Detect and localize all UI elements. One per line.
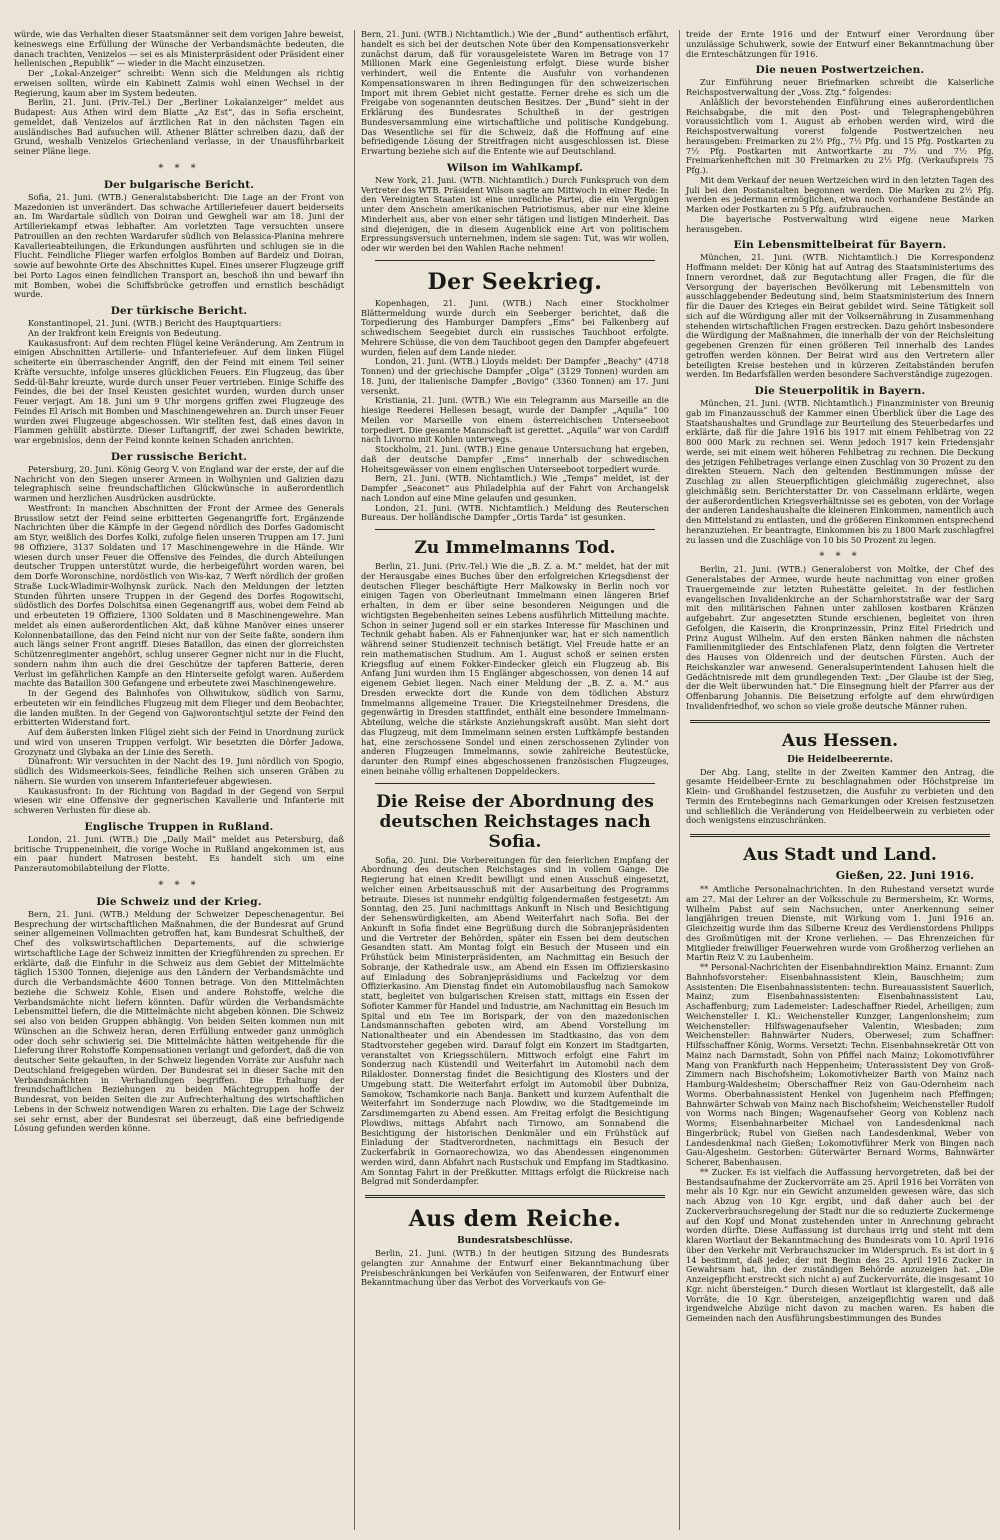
paragraph: treide der Ernte 1916 und der Entwurf einer Verordnung über unzulässige Schuhwerk, sowie der Entwurf einer Bekanntmachung über die Ernteschätzungen für 1916.: [686, 30, 994, 59]
paragraph: Kristiania, 21. Juni. (WTB.) Wie ein Telegramm aus Marseille an die hiesige Reederei Hellesen besagt, wurde der Dampfer „Aquila“ 100 Meilen vor Marseille von einem österreichischen Unterseeboot torpediert. Die gesamte Mannschaft ist gerettet. „Aquila“ war von Cardiff nach Livorno mit Kohlen unterwegs.: [361, 395, 669, 445]
paragraph: Bern, 21. Juni. (WTB. Nichtamtlich.) Wie „Temps“ meldet, ist der Dampfer „Seaconet“ aus Philadelphia auf der Fahrt von Archangelsk nach London auf eine Mine gelaufen und gesunken.: [361, 473, 669, 503]
paragraph: Anläßlich der bevorstehenden Einführung eines außerordentlichen Reichsabgabe, die mit den Post- und Telegraphengebühren voraussichtlich vom 1. August ab erhoben werden wird, wird die Reichspostverwaltung vorerst folgende Postwertzeichen neu herausgeben: Freimarken zu 2½ Pfg., 7½ Pfg. und 15 Pfg. Postkarten zu 7½ Pfg. Postkarten mit Antwortkarte zu 7½ und 7½ Pfg. Freimarkenheftchen mit 30 Freimarken zu 2½ Pfg. (Verkaufspreis 75 Pfg.).: [686, 96, 994, 175]
section-separator: * * *: [819, 551, 861, 563]
divider: [375, 529, 655, 530]
section-heading: Die Steuerpolitik in Bayern.: [754, 385, 926, 397]
paragraph: Sofia, 21. Juni. (WTB.) Generalstabsbericht: Die Lage an der Front von Mazedonien ist unverändert. Das schwache Artilleriefeuer dauert beiderseits an. Im Wardartale südlich von Doiran und Gewgheli war am 18. Juni der Artilleriekampf etwas lebhafter. Am vorletzten Tage versuchten unsere Patrouillen an den rechten Wardarufer südlich von Belassica-Planina mehrere Kavallerieabteilungen, die Erkundungen ausführten und schlugen sie in die Flucht. Feindliche Flieger warfen erfolglos Bomben auf Bardeiz und Doiran, sowie auf bewohnte Orte des Abschnittes Kupel. Eines unserer Flugzeuge griff bei Porto Lagos einen feindlichen Transport an, beschoß ihn und bewarf ihn mit Bomben, wobei die Schiffsbrücke getroffen und ernstlich beschädigt wurde.: [14, 191, 344, 300]
paragraph: London, 21. Juni. (WTB.) Die „Daily Mail“ meldet aus Petersburg, daß britische Truppeneinheit, die vorige Woche in Rußland angekommen ist, aus ein paar hundert Matrosen besteht. Es handelt sich um eine Panzerautomobilabteilung der Flotte.: [14, 833, 344, 873]
paragraph: Berlin, 21. Juni. (WTB.) In der heutigen Sitzung des Bundesrats gelangten zur Annahme der Entwurf einer Bekanntmachung über Preisbeschränkungen bei Verkäufen von Seifenwaren, der Entwurf einer Bekanntmachung über das Verbot des Vorverkaufs von Ge-: [361, 1248, 669, 1288]
section-separator: * * *: [158, 162, 200, 174]
paragraph: Sofia, 20. Juni. Die Vorbereitungen für den feierlichen Empfang der Abordnung des deutschen Reichstages sind in vollem Gange. Die Regierung hat einen Kredit bewilligt und einen Ausschuß eingesetzt, welcher einen Arbeitsausschuß mit der Ausarbeitung des Programms betraute. Dieses ist nunmehr endgültig folgendermaßen festgesetzt: Am Sonntag, den 25. Juni nachmittags Ankunft in Nisch und Besichtigung der Sehenswürdigkeiten, am Abend Weiterfahrt nach Sofia. Bei der Ankunft in Sofia findet eine Begrüßung durch die Sobranjepräsidenten und die Vertreter der Behörden, später ein Essen bei dem deutschen Gesandten statt. Am Montag folgt ein Besuch der Museen und ein Frühstück beim Ministerpräsidenten, am Nachmittag ein Besuch der Sobranje, der Kathedrale usw., am Abend ein Essen im Offizierskasino auf Einladung des Sobranjepräsidiums und Fackelzug vor dem Offizierkasino. Am Dienstag findet ein Automobilausflug nach Samokow statt, begleitet von bulgarischen Kreisen statt, mittags ein Essen der Sofioter Kammer für Handel und Industrie, am Nachmittag ein Besuch im Spital und ein Tee im Borispark, der von den mazedonischen Landsmannschaften geboten wird, am Abend Vorstellung im Nationaltheater und ein Abendessen im Stadtkasino, das von dem Stadtvorsteher gegeben wird. Darauf folgt ein Konzert im Stadtgarten, veranstaltet von Kriegsschülern. Mittwoch erfolgt eine Fahrt im Sonderzug nach Küstendil und Weiterfahrt im Automobil nach dem Rilakloster. Donnerstag findet die Besichtigung des Klosters und der Umgebung statt. Die Weiterfahrt erfolgt im Automobil über Dubniza, Samokow, Tschamkorie nach Banja. Bankett und kurzem Aufenthalt die Weiterfahrt im Sonderzuge nach Plowdiw, wo die Stadtgemeinde im Zarsdimemgarten zu Abend essen. Am Freitag erfolgt die Besichtigung Plowdiws, mittags Abfahrt nach Tirnowo, am Sonnabend die Besichtigung der historischen Denkmäler und ein Frühstück auf Einladung der Stadtverordneten, nachmittags ein Besuch der Zuckerfabrik in Gornaorechowiza, wo das Abendessen eingenommen werden wird, dann Abfahrt nach Rustschuk und Empfang im Stadtkasino. Am Sonntag Fahrt in der Preßkutter. Mittags erfolgt die Rückreise nach Belgrad mit Sonderdampfer.: [361, 854, 669, 1187]
paragraph: New York, 21. Juni. (WTB. Nichtamtlich.) Durch Funkspruch von dem Vertreter des WTB. Präsident Wilson sagte am Mittwoch in einer Rede: In den Vereinigten Staaten ist eine unredliche Partei, die ein Vergnügen unter dem Anschein amerikanischen Patriotismus, aber nur eine kleine Minderheit aus, aber von einer sehr tätigen und listigen Minderheit. Das sind diejenigen, die in diesem Augenblick eine Art von politischem Erpressungsversuch unternehmen, indem sie sagen: Tut, was wir wollen, oder wir werden bei den Wahlen Rache nehmen!: [361, 174, 669, 253]
section-heading: Der bulgarische Bericht.: [103, 178, 255, 191]
paragraph: Dünafront: Wir versuchten in der Nacht des 19. Juni nördlich von Spogio, südlich des Widsmeerkois-Sees, feindliche Reihen sich unseren Gräben zu nähern. Sie wurden von unserem Infanteriefeuer abgewiesen.: [14, 756, 344, 786]
paragraph: Petersburg, 20. Juni. König Georg V. von England war der erste, der auf die Nachricht von den Siegen unserer Armeen in Wolhynien und Galizien dazu telegraphisch seine freundschaftlichen Glückwünsche in außerordentlich warmen und herzlichen Ausdrücken ausdrückte.: [14, 463, 344, 503]
column-left: [14, 30, 344, 1530]
paragraph: Auf dem äußersten linken Flügel zieht sich der Feind in Unordnung zurück und wird von unseren Truppen verfolgt. Wir besetzten die Dörfer Jadowa, Grozynatz und Glybaka an der Linie des Sereth.: [14, 727, 344, 757]
column-middle: [354, 30, 669, 1530]
major-heading: Die Reise der Abordnung des deutschen Reichstages nach Sofia.: [376, 791, 654, 852]
divider: [690, 834, 990, 837]
divider: [365, 1195, 665, 1198]
paragraph: ** Amtliche Personalnachrichten. In den Ruhestand versetzt wurde am 27. Mai der Lehrer an der Volksschule zu Bermersheim, Kr. Worms, Wilhelm Pabst auf sein Nachsuchen, unter Anerkennung seiner langjährigen treuen Dienste, mit Wirkung vom 1. Juni 1916 an. Gleichzeitig wurde ihm das Silberne Kreuz des Verdienstordens Philipps des Großmütigen mit der Krone verliehen. — Das Ehrenzeichen für Mitglieder freiwilliger Feuerwehren wurde vom Großherzog verliehen an Martin Reiz V. zu Laubenheim.: [686, 884, 994, 963]
subheading: Die Heidelbeerernte.: [787, 754, 893, 765]
divider: [690, 720, 990, 723]
subheading: Bundesratsbeschlüsse.: [457, 1236, 573, 1246]
section-heading: Ein Lebensmittelbeirat für Bayern.: [733, 239, 947, 252]
paragraph: Kopenhagen, 21. Juni. (WTB.) Nach einer Stockholmer Blättermeldung wurde durch ein Seeberger berichtet, daß die Torpedierung des Hamburger Dampfers „Ems“ bei Falkenberg auf schwedischem Seegebiet durch ein russisches Tauchboot erfolgte. Mehrere Schüsse, die von dem Tauchboot gegen den Dampfer abgefeuert wurden, fielen auf dem Lande nieder.: [361, 297, 669, 357]
paragraph: Bern, 21. Juni. (WTB.) Meldung der Schweizer Depeschenagentur. Bei Besprechung der wirtschaftlichen Maßnahmen, die der Bundesrat auf Grund seiner allgemeinen Vollmachten getroffen hat, kam Bundesrat Schultheß, der Chef des volkswirtschaftlichen Departements, auf die schwierige wirtschaftliche Lage der Schweiz inmitten der Kriegführenden zu sprechen. Er erklärte, daß die Einfuhr in die Schweiz aus dem Gebiet der Mittelmächte täglich 15300 Tonnen, diejenige aus den Ländern der Verbandsmächte und durch die Verbandsmächte 4600 Tonnen betrage. Von den Mittelmächten beziehe die Schweiz Kohle, Eisen und andere Rohstoffe, welche die Verbandsmächte nicht liefern könnten. Dafür würden die Verbandsmächte Lebensmittel liefern, die die Mittelmächte nicht abgeben können. Die Schweiz sei also von beiden Gruppen abhängig. Von beiden Seiten kommen nun mit Wünschen an die Schweiz heran, deren Erfüllung entweder ganz unmöglich oder doch sehr schwierig sei. Die Mittelmächte hätten weitgehende für die Lieferung ihrer Rohstoffe Kompensationen verlangt und gefordert, daß die von deutscher Seite gekauften, in der Schweiz liegenden Vorräte zur Ausfuhr nach Deutschland freigegeben würden. Der Bundesrat sei in dieser Sache mit den Verbandsmächten in Verhandlungen begriffen. Die Erhaltung der freundschaftlichen Beziehungen zu beiden Mächtegruppen hoffe der Bundesrat, von beiden Seiten die zur Aufrechterhaltung des wirtschaftlichen Lebens in der Schweiz notwendigen Waren zu erhalten. Die Lage der Schweiz sei sehr ernst, aber der Bundesrat sei überzeugt, daß eine befriedigende Lösung gefunden werden könne.: [14, 908, 344, 1134]
major-heading: Aus dem Reiche.: [408, 1206, 622, 1232]
paragraph: würde, wie das Verhalten dieser Staatsmänner seit dem vorigen Jahre beweist, keineswegs eine Erfüllung der Wünsche der Verbandsmächte bedeuten, die danach trachten, Venizelos — sei es als Ministerpräsident oder Präsident einer hellenischen „Republik“ — wieder in die Macht einzusetzen.: [14, 30, 344, 69]
paragraph: Stockholm, 21. Juni. (WTB.) Eine genaue Untersuchung hat ergeben, daß der deutsche Dampfer „Ems“ innerhalb der schwedischen Hoheitsgewässer von einem englischen Unterseeboot torpediert wurde.: [361, 444, 669, 474]
paragraph: ** Personal-Nachrichten der Eisenbahndirektion Mainz. Ernannt: Zum Bahnhofsvorsteher: Eisenbahnassistent Klein, Bauschheim; zum Assistenten: Die Eisenbahnassistenten: techn. Bureauassistent Sauerlich, Mainz; zum Eisenbahnassistenten: Eisenbahnassistent Lau, Aschaffenburg; zum Lademeister: Ladeschaffner Riedel, Arheiligen; zum Weichensteller I. Kl.: Weichensteller Kunzger, Langenlonsheim; zum Weichensteller: Hilfswagenaufseher Valentin, Wiesbaden; zum Weichensteller: Bahnwärter Nuders, Oberwesel; zum Schaffner: Hilfsschaffner König, Worms. Versetzt: Techn. Eisenbahnsekretär Ott von Mainz nach Darmstadt, Sohn von Pfiffel nach Mainz; Lokomotivführer Mang von Frankfurth nach Heppenheim; Unterassistent Dey von Groß-Zimmern nach Bischofsheim; Lokomotivheizer Barth von Mainz nach Hamburg-Waldesheim; Oberschaffner Reiz von Gau-Odernheim nach Worms. Oberbahnassistent Henkel von Jugenheim nach Pfeffingen; Bahnwärter Schwab von Mainz nach Bischofsheim; Weichensteller Rudolf von Worms nach Bingen; Wagenaufseher Georg von Koblenz nach Worms; Eisenbahnarbeiter Michael von Landesdenkmal nach Bingerbrück; Rubel von Gießen nach Landesdenkmal, Weber von Landesdenkmal nach Gießen; Lokomotivführer Merk von Bingen nach Gau-Algesheim. Gestorben: Güterwärter Bernard Worms, Bahnwärter Scherer, Babenhausen.: [686, 962, 994, 1167]
divider: [375, 783, 655, 784]
divider: [375, 260, 655, 261]
section-heading: Der türkische Bericht.: [110, 305, 248, 317]
section-heading: Englische Truppen in Rußland.: [84, 820, 274, 833]
section-heading: Der russische Bericht.: [110, 450, 248, 463]
paragraph: Mit dem Verkauf der neuen Wertzeichen wird in den letzten Tagen des Juli bei den Postanstalten begonnen werden. Die Marken zu 2½ Pfg. werden es jedermann ermöglichen, etwa noch vorhandene Bestände an Marken oder Postkarten zu 5 Pfg. aufzubrauchen.: [686, 174, 994, 214]
paragraph: London, 21. Juni. (WTB.) Lloyds meldet: Der Dampfer „Beachy“ (4718 Tonnen) und der griechische Dampfer „Olga“ (3129 Tonnen) wurden am 18. Juni, der italienische Dampfer „Bovigo“ (3360 Tonnen) am 17. Juni versenkt.: [361, 356, 669, 396]
paragraph: Berlin, 21. Juni. (Priv.-Tel.) Der „Berliner Lokalanzeiger“ meldet aus Budapest: Aus Athen wird dem Blatte „Az Est“, das in Sofia erscheint, gemeldet, daß Venizelos auf ärztlichen Rat in den nächsten Tagen ein ausländisches Bad aufsuchen will. Athener Blätter schreiben dazu, daß der Grund, weshalb Venizelos Griechenland verlasse, in der Unausführbarkeit seiner Pläne liege.: [14, 97, 344, 156]
major-heading: Der Seekrieg.: [427, 268, 603, 295]
major-heading: Aus Hessen.: [781, 730, 899, 751]
paragraph: München, 21. Juni. (WTB. Nichtamtlich.) Finanzminister von Breunig gab im Finanzausschuß der Kammer einen Überblick über die Lage des Staatshaushaltes und Grundlage zur Beurteilung des Steuerbedarfes und erklärte, daß für die Jahre 1916 bis 1917 mit einem Fehlbetrag von 22 800 000 Mark zu rechnen sei. Wenn jedoch 1917 kein Friedensjahr werde, sei mit einem weit höheren Fehlbetrag zu rechnen. Die Deckung des jetzigen Fehlbetrages verlange einen Zuschlag von 30 Prozent zu den direkten Steuern. Nach den geltenden Bestimmungen müsse der Zuschlag zu allen Steuerpflichtigen gleichmäßig zugerechnet, also gleichmäßig sein. Berichterstatter Dr. von Casselmann erklärte, wegen der außerordentlichen Kriegsverhältnisse sei es geboten, von der Vorlage der anderen Landeshaushalte die kleineren Einkommen, namentlich auch den Mittelstand zu entlasten, und die größeren Einkommen entsprechend heranzuziehen. Er beantragte, Einkommen bis zu 1800 Mark zuschlagfrei zu lassen und die Zuschläge von 10 bis 50 Prozent zu legen.: [686, 398, 994, 545]
paragraph: Der Abg. Lang, stellte in der Zweiten Kammer den Antrag, die gesamte Heidelbeer-Ernte zu beschlagnahmen oder Höchstpreise im Klein- und Großhandel festzusetzen, die Ausfuhr zu verbieten und den Termin des Erntebeginns nach Gemarkungen oder Kreisen festzusetzen und schließlich die Veränderung von Heidelbeerwein zu verbieten oder doch wenigstens einzuschränken.: [686, 766, 994, 826]
paragraph: Zur Einführung neuer Briefmarken schreibt die Kaiserliche Reichspostverwaltung der „Voss. Ztg.“ folgendes:: [686, 77, 994, 97]
paragraph: An der Irakfront kein Ereignis von Bedeutung.: [28, 327, 222, 338]
paragraph: Bern, 21. Juni. (WTB.) Nichtamtlich.) Wie der „Bund“ authentisch erfährt, handelt es sich bei der deutschen Note über den Kompensationsverkehr zunächst darum, daß für vorausgeleistete Waren im Betrage von 17 Millionen Mark eine Gegenleistung erfolgt. Diese wurde bisher verhindert, weil die Entente die Ausfuhr von vorhandenen Kompensationswaren in ihren Bedingungen für den schweizerischen Import mit ihrem Gebiet nicht gestatte. Ferner drehe es sich um die Freigabe von sogenannten deutschen Besitzes. Der „Bund“ sieht in der Erklärung des Bundesrates Schultheß in der gestrigen Bundesversammlung eine wirtschaftliche und politische Kundgebung. Das Wesentliche sei für die Schweiz, daß die Hoffnung auf eine befriedigende Lösung der Streitfragen nicht ausgeschlossen ist. Diese Erwartung beziehe sich auf die Entente wie auf Deutschland.: [361, 30, 669, 156]
paragraph: ** Zucker. Es ist vielfach die Auffassung hervorgetreten, daß bei der Bestandsaufnahme der Zuckervorräte am 25. April 1916 bei Vorräten von mehr als 10 Kgr. nur ein Gewicht anzumelden gewesen wäre, das sich nach Abzug von 10 Kgr. ergibt, und daß daher auch bei der Zuckerverbrauchsregelung der Stadt nur die so reduzierte Zuckermenge auf den Kopf und Monat zustehenden unter in Anrechnung gebracht worden dürfte. Diese Auffassung ist durchaus irrig und steht mit dem klaren Wortlaut der Bekanntmachung des Bundesrats vom 10. April 1916 über den Verkehr mit Verbrauchszucker im Widerspruch. Es ist dort in § 14 bestimmt, daß jeder, der mit Beginn des 25. April 1916 Zucker in Gewahrsam hat, ihn der zuständigen Behörde anzuzeigen hat. „Die Anzeigepflicht erstreckt sich nicht a) auf Zuckervorräte, die insgesamt 10 Kgr. nicht übersteigen.“ Durch diesen Wortlaut ist klargestellt, daß alle Vorräte, die 10 Kgr. übersteigen, anzeigepflichtig waren und daß irgendwelche Abzüge nicht davon zu machen waren. Es haben die Gemeinden nach den Ausführungsbestimmungen des Bundes: [686, 1166, 994, 1323]
section-separator: * * *: [158, 879, 200, 891]
paragraph: Kaukasusfront: In der Richtung von Bagdad in der Gegend von Serpul wiesen wir eine Offensive der gegnerischen Kavallerie und Infanterie mit schweren Verlusten für diese ab.: [14, 785, 344, 815]
major-heading: Aus Stadt und Land.: [743, 845, 937, 865]
major-heading: Zu Immelmanns Tod.: [414, 538, 616, 558]
paragraph: Berlin, 21. Juni. (Priv.-Tel.) Wie die „B. Z. a. M.“ meldet, hat der mit der Herausgabe eines Buches über den erfolgreichen Kriegsdienst der deutschen Flieger beschäftigte Herr Malkowsky in Berlin noch vor einigen Tagen von Oberleutnant Immelmann einen längeren Brief erhalten, in dem er über seine besonderen Neigungen und die wichtigsten Begebenheiten seines Lebens ausführlich Mitteilung machte. Schon in seiner Jugend soll er ein starkes Interesse für Maschinen und Technik gehabt haben. Als er Fahnenjunker war, hat er sich namentlich während seiner Studienzeit technisch betätigt. Viel Freude hatte er an rein mathematischen Studium. Am 1. August schoß er seinen ersten Kriegsflug auf einem Fokker-Eindecker gleich ein Flugzeug ab. Bis Anfang Juni wurden ihm 15 Englänger abgeschossen, von denen 14 auf eigenem Gebiet liegen. Nach einer Meldung der „B. Z. a. M.“ aus Dresden erweckte dort die Kunde von dem tödlichen Absturz Immelmanns allgemeine Trauer. Die Kriegsteilnehmer Dresdens, die gegenwärtig in Dresden stattfindet, enthält eine besondere Immelmann-Abteilung, welche die stärkste Anziehungskraft ausübt. Man sieht dort das Flugzeug, mit dem Immelmann seinen ersten Luftkämpfe bestanden hat, eine zerschossene Sondel und einen zerschossenen Zylinder von anderen Flugzeugen Immelmanns, sowie zahlreiche Beutestücke, darunter den Rumpf eines abgeschossenen französischen Flugzeuges, einen beinahe völlig erhaltenen Doppeldeckers.: [361, 561, 669, 776]
section-heading: Die neuen Postwertzeichen.: [755, 64, 925, 77]
dateline: Gießen, 22. Juni 1916.: [835, 869, 974, 882]
section-heading: Wilson im Wahlkampf.: [446, 161, 584, 174]
section-heading: Die Schweiz und der Krieg.: [96, 895, 262, 908]
paragraph: Der „Lokal-Anzeiger“ schreibt: Wenn sich die Meldungen als richtig erweisen sollten, würde ein Kabinett Zaimis wohl einen Wechsel in der Regierung, kaum aber im System bedeuten.: [14, 68, 344, 98]
paragraph: München, 21. Juni. (WTB. Nichtamtlich.) Die Korrespondenz Hoffmann meldet: Der König hat auf Antrag des Staatsministeriums des Innern verordnet, daß zur Begutachtung aller Fragen, die für die Versorgung der bayerischen Bevölkerung mit Lebensmitteln von ausschlaggebender Bedeutung sind, beim Staatsministerium des Innern für die Dauer des Krieges ein Beirat gebildet wird. Seine Tätigkeit soll sich auf die Würdigung aller mit der Volksernährung in Zusammenhang stehenden wirtschaftlichen Fragen erstrecken. Dazu gehört insbesondere die Würdigung der Maßnahmen, die innerhalb der von der Reichsleitung gegebenen Grenzen für einen größeren Teil innerhalb des Landes getroffen werden können. Der Beirat wird aus den Vertretern aller beteiligten Kreise bestehen und in kürzeren Zeitabständen berufen werden. Im Bedarfsfällen werden besondere Sachverständige zugezogen.: [686, 252, 994, 380]
paragraph: Berlin, 21. Juni. (WTB.) Generaloberst von Moltke, der Chef des Generalstabes der Armee, wurde heute nachmittag von einer großen Trauergemeinde zur letzten Ruhestätte geleitet. In der festlichen evangelischen Invalidenkirche an der Scharnhorststraße war der Sarg mit den militärischen Fahnen unter zahllosen kostbaren Kränzen aufgebahrt. Zur angesetzten Stunde erschienen, begleitet von ihren Gefolgen, die Kaiserin, die Kronprinzessin, Prinz Eitel Friedrich und Prinz August Wilhelm. Auf den ersten Bänken nahmen die nächsten Familienmitglieder des Entschlafenen Platz, denn folgten die Vertreter des Hauses von Oldenreich und der deutschen Fürsten. Auch der Reichskanzler war anwesend. Generalsuperintendent Lahusen hielt die Gedächtnisrede mit dem grundlegenden Text: „Der Glaube ist der Sieg, der die Welt überwunden hat.“ Die Einsegnung hielt der Pfarrer aus der Offenbarung Johannis. Die Beisetzung erfolgte auf dem ehrwürdigen Invalidenfriedhof, wo schon so viele große deutsche Männer ruhen.: [686, 564, 994, 711]
paragraph: Konstantinopel, 21. Juni. (WTB.) Bericht des Hauptquartiers:: [28, 318, 282, 328]
column-right: [679, 30, 994, 1530]
paragraph: London, 21. Juni. (WTB. Nichtamtlich.) Meldung des Reuterschen Bureaus. Der holländische Dampfer „Ortis Tarda“ ist gesunken.: [361, 502, 669, 523]
paragraph: In der Gegend des Bahnhofes von Olhwitukow, südlich von Sarnu, erbeuteten wir ein feindliches Flugzeug mit dem Flieger und dem Beobachter, die landen mußten. In der Gegend von Gajworontschtjul setzte der Feind den erbitterten Widerstand fort.: [14, 688, 344, 728]
paragraph: Westfront: In manchen Abschnitten der Front der Armee des Generals Brussilow setzt der Feind seine erbitterten Gegenangriffe fort. Ergänzende Nachrichten über die Kämpfe in der Gegend nördlich des Dorfes Gadomischt am Styr, weißlich des Dorfes Kolki, zufolge fielen unseren Truppen am 17. Juni 98 Offiziere, 3137 Soldaten und 17 Maschinengewehre in die Hände. Wir wiesen durch unser Feuer die Offensive des Feindes, die durch Abteilungen deutscher Truppen unterstützt wurde, die herbeigeführt worden waren, bei dem Dorfe Woronschine, nordöstlich von Wis-kaz, 7 Werft nördlich der großen Straße Luck-Wladimir-Wolhynsk zurück. Nach den Meldungen der letzten Stunden führten unsere Truppen in der Gegend des Dorfes Rogowitschi, südöstlich des Dorfes Dolschitsa einen Gegenangriff aus, wobei dem Feind ab und erbeuteten 19 Offiziere, 1300 Soldaten und 8 Maschinengewehre. Man meldet als einen außerordentlichen Akt, daß kühne Manöver eines unserer Kolonnenbataillone, das den Feind nicht nur von der Seite faßte, sondern ihm auch längs seiner Front angriff. Dieses Bataillon, das einen der glorreichsten Schützenregimenter angehört, schlug unserer Gegner nicht nur in die Flucht, sondern nahm ihm auch die drei Geschütze der tapferen Batterie, deren Verlust im gefährlichen Kampfe an den Hinterseite gefolgt waren. Außerdem machte das Bataillon 300 Gefangene und erbeutete zwei Maschinengewehre.: [14, 502, 344, 689]
paragraph: Kaukasusfront: Auf dem rechten Flügel keine Veränderung. Am Zentrum in einigen Abschnitten Artillerie- und Infanteriefeuer. Auf dem linken Flügel scheiterte ein überraschender Angriff, den der Feind mit einem Teil seiner Kräfte versuchte, infolge unseres glücklichen Feuers. Ein Flugzeug, das über Sedd-ül-Bahr kreuzte, wurde durch unser Feuer vertrieben. Einige Schiffe des Feindes, die bei der Insel Keusten gesichtet wurden, wurden durch unser Feuer verjagt. Am 18. Juni um 9 Uhr morgens griffen zwei Flugzeuge des Feindes El Arisch mit Bomben und Maschinengewehren an. Durch unser Feuer wurden zwei Flugzeuge abgeschossen. Wir stellten fest, daß eines davon in Flammen gehüllt abstürzte. Dieser Luftangriff, der zwei Schaden bewirkte, war ergebnislos, denn der Feind konnte keinen Schaden anrichten.: [14, 337, 344, 445]
paragraph: Die bayerische Postverwaltung wird eigene neue Marken herausgeben.: [686, 213, 994, 234]
